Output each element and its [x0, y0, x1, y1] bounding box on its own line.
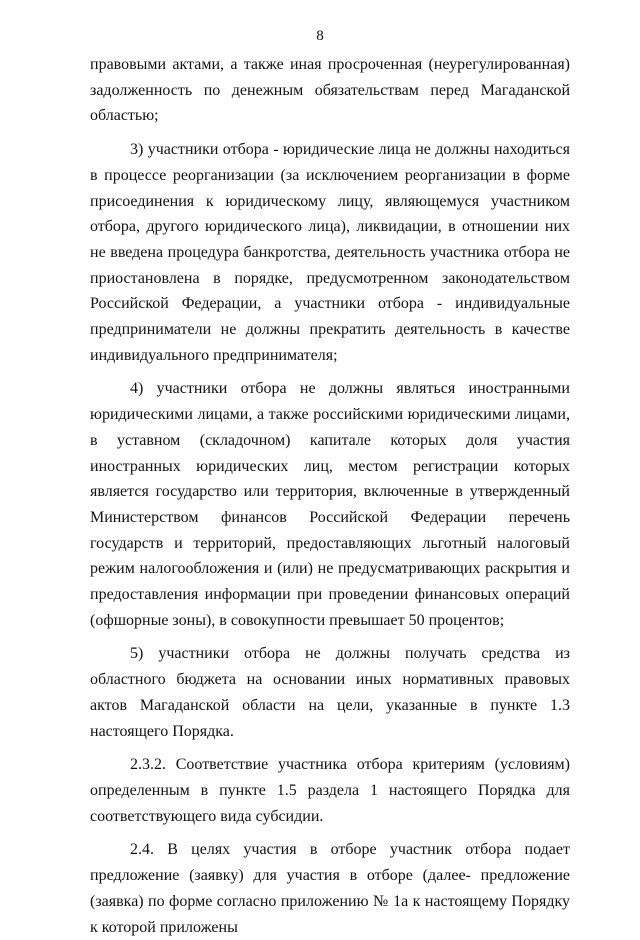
paragraph-item-5: 5) участники отбора не должны получать средства из областного бюджета на основании иных нормативных правовых актов Магаданской области на цели, указанные в пункте 1.3 настоящего Порядка.	[90, 645, 570, 740]
paragraph-item-3: 3) участники отбора - юридические лица не должны находиться в процессе реорганизации (за исключением реорганизации в форме присоединения к юридическому лицу, являющемуся участником отбора, другого юридического лица), ликвидации, в отношении них не введена процедура банкротства, деятельность участника отбора не приостановлена в порядке, предусмотренном законодательством Российской Федерации, а участники отбора - индивидуальные предприниматели не должны прекратить деятельность в качестве индивидуального предпринимателя;	[90, 141, 570, 364]
document-body	[90, 52, 570, 940]
paragraph-2-3-2: 2.3.2. Соответствие участника отбора критериям (условиям) определенным в пункте 1.5 раздела 1 настоящего Порядка для соответствующего вида субсидии.	[90, 756, 570, 825]
paragraph-item-4: 4) участники отбора не должны являться иностранными юридическими лицами, а также российскими юридическими лицами, в уставном (складочном) капитале которых доля участия иностранных юридических лиц, местом регистрации которых является государство или территория, включенные в утвержденный Министерством финансов Российской Федерации перечень государств и территорий, предоставляющих льготный налоговый режим налогообложения и (или) не предусматривающих раскрытия и предоставления информации при проведении финансовых операций (офшорные зоны), в совокупности превышает 50 процентов;	[90, 380, 570, 629]
paragraph-continuation: правовыми актами, а также иная просроченная (неурегулированная) задолженность по денежным обязательствам перед Магаданской областью;	[90, 56, 570, 125]
paragraph-2-4: 2.4. В целях участия в отборе участник отбора подает предложение (заявку) для участия в отборе (далее- предложение (заявка) по форме согласно приложению № 1а к настоящему Порядку к которой приложены	[90, 841, 570, 936]
page-number: 8	[316, 28, 324, 44]
